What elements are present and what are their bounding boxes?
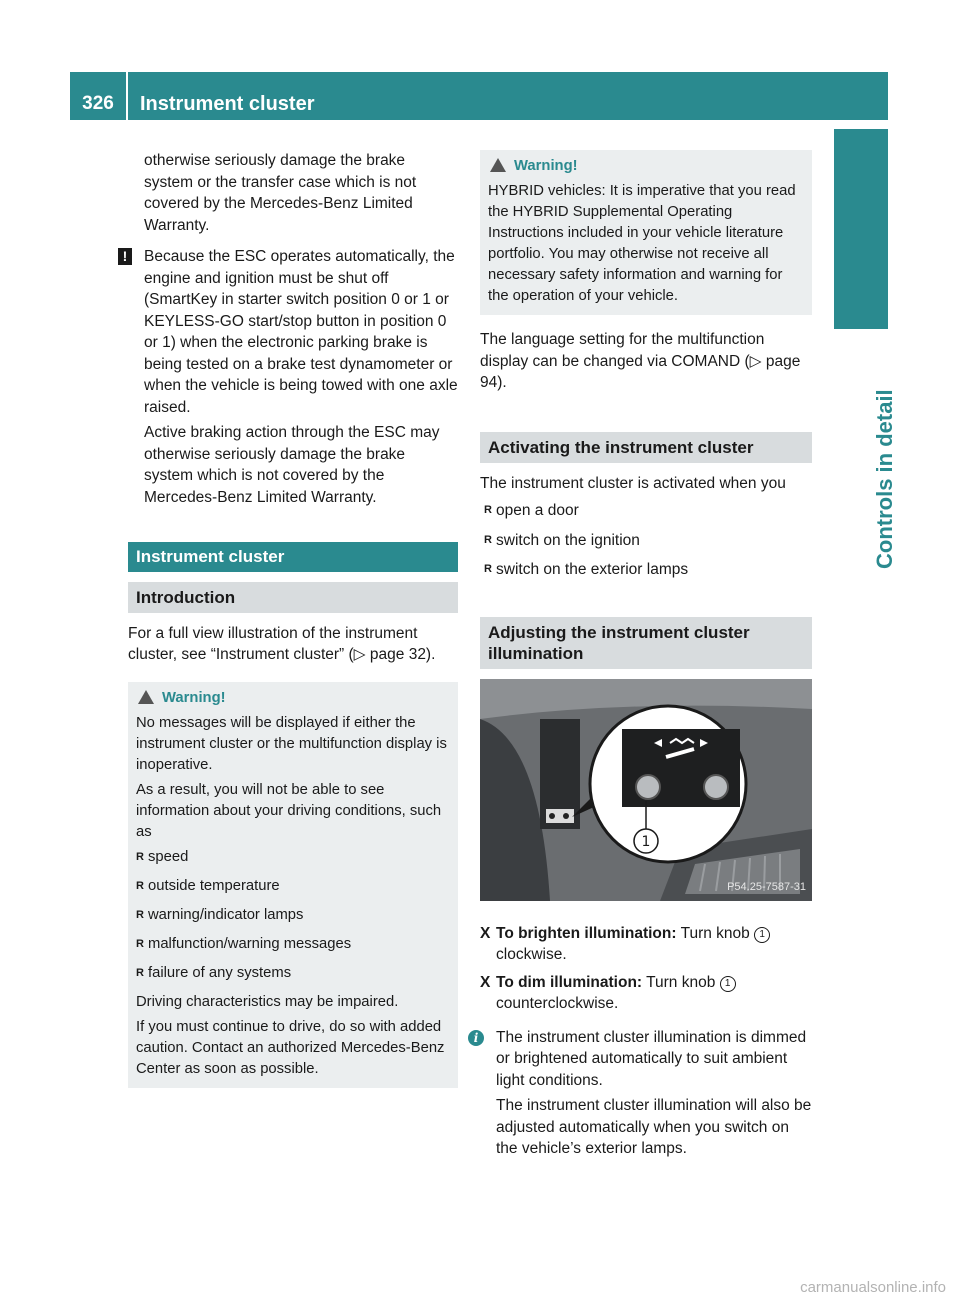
list-item: R warning/indicator lamps bbox=[136, 905, 450, 926]
list-item: R malfunction/warning messages bbox=[136, 934, 450, 955]
list-item: R outside temperature bbox=[136, 876, 450, 897]
list-item: R failure of any systems bbox=[136, 963, 450, 984]
warning-paragraph-1: No messages will be displayed if either the instrument cluster or the multifunction display is inoperative. bbox=[136, 714, 447, 773]
dim-label: To dim illumination: bbox=[496, 973, 643, 991]
brighten-label: To brighten illumination: bbox=[496, 924, 677, 942]
header-divider bbox=[126, 72, 128, 120]
hybrid-warning-title bbox=[488, 156, 804, 177]
warning-bullet-list bbox=[136, 847, 450, 984]
caution-paragraph-2: Active braking action through the ESC may otherwise seriously damage the brake system which is not covered by the Mercedes-Benz Limited Warranty. bbox=[144, 424, 440, 506]
illumination-photo bbox=[480, 679, 812, 901]
info-paragraph-2: The instrument cluster illumination will also be adjusted automatically when you switch on the vehicle’s exterior lamps. bbox=[496, 1097, 812, 1157]
warning-paragraph-4: If you must continue to drive, do so with added caution. Contact an authorized Mercedes-Benz Center as soon as possible. bbox=[136, 1018, 445, 1077]
hybrid-warning-title-text: Warning! bbox=[514, 158, 578, 174]
step-arrow-icon: X bbox=[480, 973, 491, 991]
activating-heading: Activating the instrument cluster bbox=[480, 432, 812, 463]
activating-intro: The instrument cluster is activated when you bbox=[480, 474, 786, 492]
warning-paragraph-3: Driving characteristics may be impaired. bbox=[136, 993, 399, 1010]
dashboard-illustration bbox=[480, 679, 812, 901]
list-item: R switch on the exterior lamps bbox=[484, 559, 812, 581]
exclamation-icon: ! bbox=[118, 248, 132, 265]
side-tab-text: Controls in detail bbox=[872, 389, 897, 569]
activating-bullet-list bbox=[480, 500, 812, 581]
hybrid-warning-paragraph: HYBRID vehicles: It is imperative that you read the HYBRID Supplemental Operating Instructions included in your vehicle literature portfolio. You may otherwise not receive all necessary safety information and warning for the operation of your vehicle. bbox=[488, 183, 796, 304]
left-column bbox=[122, 150, 458, 1088]
warning-box bbox=[128, 682, 458, 1088]
warning-paragraph-2: As a result, you will not be able to see information about your driving conditions, such as bbox=[136, 781, 442, 840]
intro-continued: otherwise seriously damage the brake system or the transfer case which is not covered by the Mercedes-Benz Limited Warranty. bbox=[144, 152, 417, 234]
hybrid-warning-box bbox=[480, 150, 812, 315]
dim-text-2: counterclockwise. bbox=[496, 995, 619, 1012]
brighten-step bbox=[480, 923, 812, 966]
side-tab-label bbox=[836, 129, 897, 579]
photo-code: P54.25-7587-31 bbox=[727, 881, 806, 893]
info-paragraph-1: The instrument cluster illumination is dimmed or brightened automatically to suit ambient light conditions. bbox=[496, 1028, 807, 1089]
info-icon: i bbox=[468, 1030, 484, 1046]
warning-title-text: Warning! bbox=[162, 689, 226, 706]
subsection-heading: Introduction bbox=[128, 582, 458, 613]
caution-paragraph-1: Because the ESC operates automatically, the engine and ignition must be shut off (SmartKey in starter switch position 0 or 1 or KEYLESS-GO start/stop button in position 0 or 1) when the electronic parking brake is being tested on a brake test dynamometer or when the vehicle is being towed with one axle raised. bbox=[144, 248, 458, 416]
dim-text: Turn knob bbox=[646, 973, 716, 991]
running-title: Instrument cluster bbox=[140, 93, 315, 115]
adjusting-heading: Adjusting the instrument cluster illumination bbox=[480, 617, 812, 669]
language-setting-text: The language setting for the multifunction display can be changed via COMAND (▷ page 94). bbox=[480, 331, 801, 391]
callout-1-icon: 1 bbox=[754, 927, 770, 943]
step-arrow-icon: X bbox=[480, 924, 491, 942]
warning-triangle-icon bbox=[138, 690, 154, 704]
caution-note bbox=[122, 246, 458, 508]
warning-title bbox=[136, 688, 450, 709]
info-note bbox=[473, 1027, 812, 1160]
page-number: 326 bbox=[82, 93, 114, 114]
list-item: R switch on the ignition bbox=[484, 530, 812, 552]
brighten-text-2: clockwise. bbox=[496, 946, 567, 963]
brighten-text: Turn knob bbox=[680, 924, 750, 942]
callout-1-icon: 1 bbox=[720, 976, 736, 992]
photo-callout-number: 1 bbox=[641, 833, 651, 850]
introduction-text: For a full view illustration of the instrument cluster, see “Instrument cluster” (▷ page 32). bbox=[128, 624, 436, 663]
right-column bbox=[473, 150, 812, 1168]
warning-triangle-icon bbox=[490, 158, 506, 172]
list-item: R speed bbox=[136, 847, 450, 868]
section-heading: Instrument cluster bbox=[128, 542, 458, 572]
watermark: carmanualsonline.info bbox=[800, 1279, 946, 1296]
dim-step bbox=[480, 972, 812, 1015]
list-item: R open a door bbox=[484, 500, 812, 522]
